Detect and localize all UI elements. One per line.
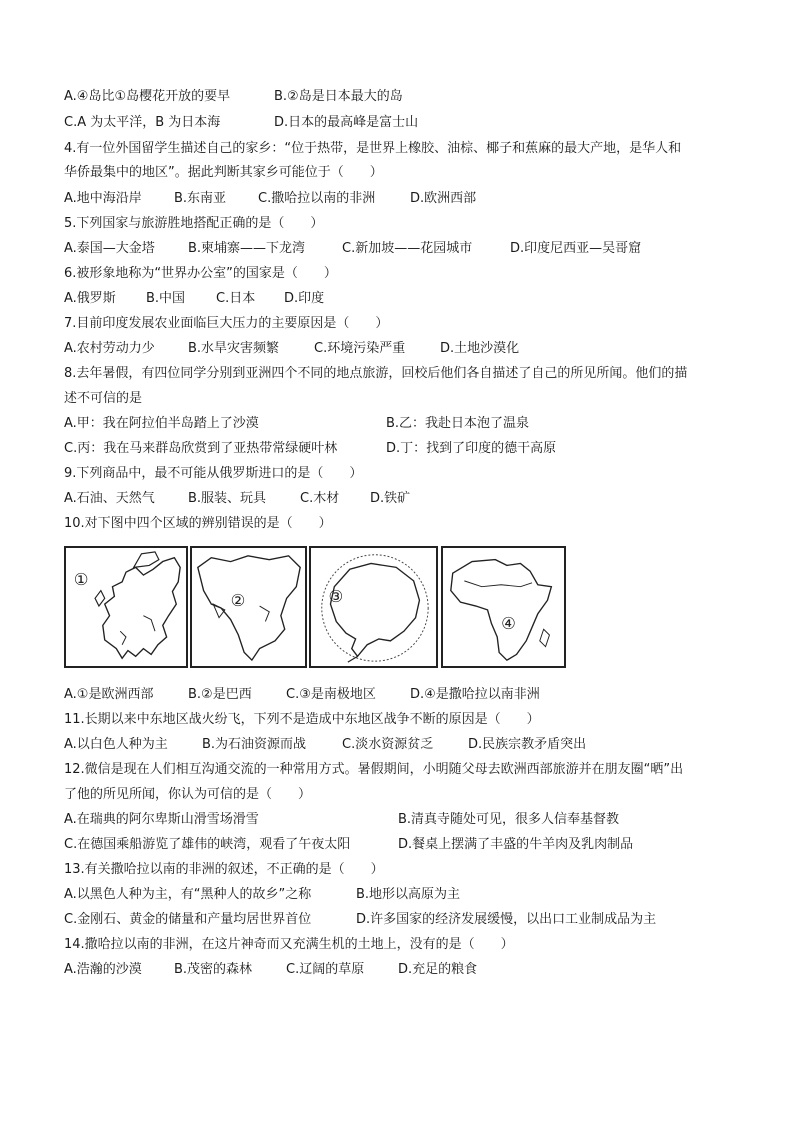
middle-east-outline-figure [192,548,305,666]
option-c: C.金刚石、黄金的储量和产量均居世界首位 [64,912,312,927]
question-12-stem: 12.微信是现在人们相互沟通交流的一种常用方式。暑假期间，小明随父母去欧洲西部旅游并在朋友圈“晒”出 [64,762,684,777]
region-maps [64,546,744,672]
option-b: B.清真寺随处可见，很多人信奉基督教 [398,812,620,827]
map-antarctica [309,546,438,668]
option-c: C.丙：我在马来群岛欣赏到了亚热带常绿硬叶林 [64,441,338,456]
option-c: C.木材 [300,491,340,506]
map-label: ④ [501,614,516,634]
question-8-stem-cont: 述不可信的是 [64,391,143,406]
option-b: B.柬埔寨——下龙湾 [188,241,306,256]
question-4-stem-cont: 华侨最集中的地区”。据此判断其家乡可能位于（ ） [64,165,383,180]
map-europe [64,546,188,668]
option-a: A.①是欧洲西部 [64,687,154,702]
option-d: D.许多国家的经济发展缓慢，以出口工业制成品为主 [356,912,657,927]
option-d: D.铁矿 [370,491,411,506]
option-b: B.中国 [146,291,186,306]
option-c: C.辽阔的草原 [286,962,365,977]
africa-outline-figure [443,548,564,666]
option-b: B.②是巴西 [188,687,252,702]
map-africa [441,546,566,668]
map-label: ③ [328,587,344,607]
map-middle-east [190,546,307,668]
option-d: D.土地沙漠化 [440,341,520,356]
question-11-stem: 11.长期以来中东地区战火纷飞，下列不是造成中东地区战争不断的原因是（ ） [64,712,540,727]
antarctica-outline-figure [311,548,436,666]
option-d: D.民族宗教矛盾突出 [468,737,587,752]
question-10-stem: 10.对下图中四个区域的辨别错误的是（ ） [64,516,332,531]
question-14-stem: 14.撒哈拉以南的非洲，在这片神奇而又充满生机的土地上，没有的是（ ） [64,937,514,952]
question-5-stem: 5.下列国家与旅游胜地搭配正确的是（ ） [64,216,324,231]
option-a: A.农村劳动力少 [64,341,155,356]
option-b: B.乙：我赴日本泡了温泉 [386,416,530,431]
option-c: C.在德国乘船游览了雄伟的峡湾，观看了午夜太阳 [64,837,351,852]
option-d: D.印度 [284,291,325,306]
question-12-stem-cont: 了他的所见所闻，你认为可信的是（ ） [64,787,312,802]
option-b: B.茂密的森林 [174,962,253,977]
option-c: C.淡水资源贫乏 [342,737,434,752]
option-d: D.④是撒哈拉以南非洲 [410,687,540,702]
question-7-stem: 7.目前印度发展农业面临巨大压力的主要原因是（ ） [64,316,389,331]
option-d: D.印度尼西亚—吴哥窟 [510,241,642,256]
option-a: A.甲：我在阿拉伯半岛踏上了沙漠 [64,416,259,431]
option-d: D.日本的最高峰是富士山 [274,115,419,130]
option-b: B.②岛是日本最大的岛 [274,89,403,104]
option-a: A.④岛比①岛樱花开放的要早 [64,89,231,104]
option-b: B.东南亚 [174,191,227,206]
option-c: C.日本 [216,291,256,306]
option-b: B.地形以高原为主 [356,887,461,902]
option-d: D.餐桌上摆满了丰盛的牛羊肉及乳肉制品 [398,837,634,852]
option-c: C.A 为太平洋，B 为日本海 [64,115,221,130]
question-6-stem: 6.被形象地称为“世界办公室”的国家是（ ） [64,266,337,281]
option-a: A.在瑞典的阿尔卑斯山滑雪场滑雪 [64,812,259,827]
option-a: A.浩瀚的沙漠 [64,962,142,977]
question-8-stem: 8.去年暑假，有四位同学分别到亚洲四个不同的地点旅游，回校后他们各自描述了自己的所见所闻。他们的描 [64,366,688,381]
europe-outline-figure [66,548,186,666]
option-c: C.新加坡——花园城市 [342,241,473,256]
option-c: C.撒哈拉以南的非洲 [258,191,376,206]
option-d: D.充足的粮食 [398,962,478,977]
question-4-stem: 4.有一位外国留学生描述自己的家乡：“位于热带，是世界上橡胶、油棕、椰子和蕉麻的最大产地，是华人和 [64,141,682,156]
option-a: A.泰国—大金塔 [64,241,155,256]
map-label: ① [73,569,89,589]
option-a: A.以黑色人种为主，有“黑种人的故乡”之称 [64,887,312,902]
option-c: C.环境污染严重 [314,341,406,356]
map-label: ② [230,591,246,611]
option-c: C.③是南极地区 [286,687,376,702]
option-a: A.石油、天然气 [64,491,155,506]
option-d: D.丁：找到了印度的德干高原 [386,441,557,456]
question-9-stem: 9.下列商品中，最不可能从俄罗斯进口的是（ ） [64,466,363,481]
option-a: A.俄罗斯 [64,291,116,306]
option-d: D.欧洲西部 [410,191,477,206]
option-a: A.以白色人种为主 [64,737,168,752]
question-13-stem: 13.有关撒哈拉以南的非洲的叙述，不正确的是（ ） [64,862,384,877]
option-a: A.地中海沿岸 [64,191,142,206]
option-b: B.水旱灾害频繁 [188,341,280,356]
option-b: B.为石油资源而战 [202,737,307,752]
option-b: B.服装、玩具 [188,491,267,506]
